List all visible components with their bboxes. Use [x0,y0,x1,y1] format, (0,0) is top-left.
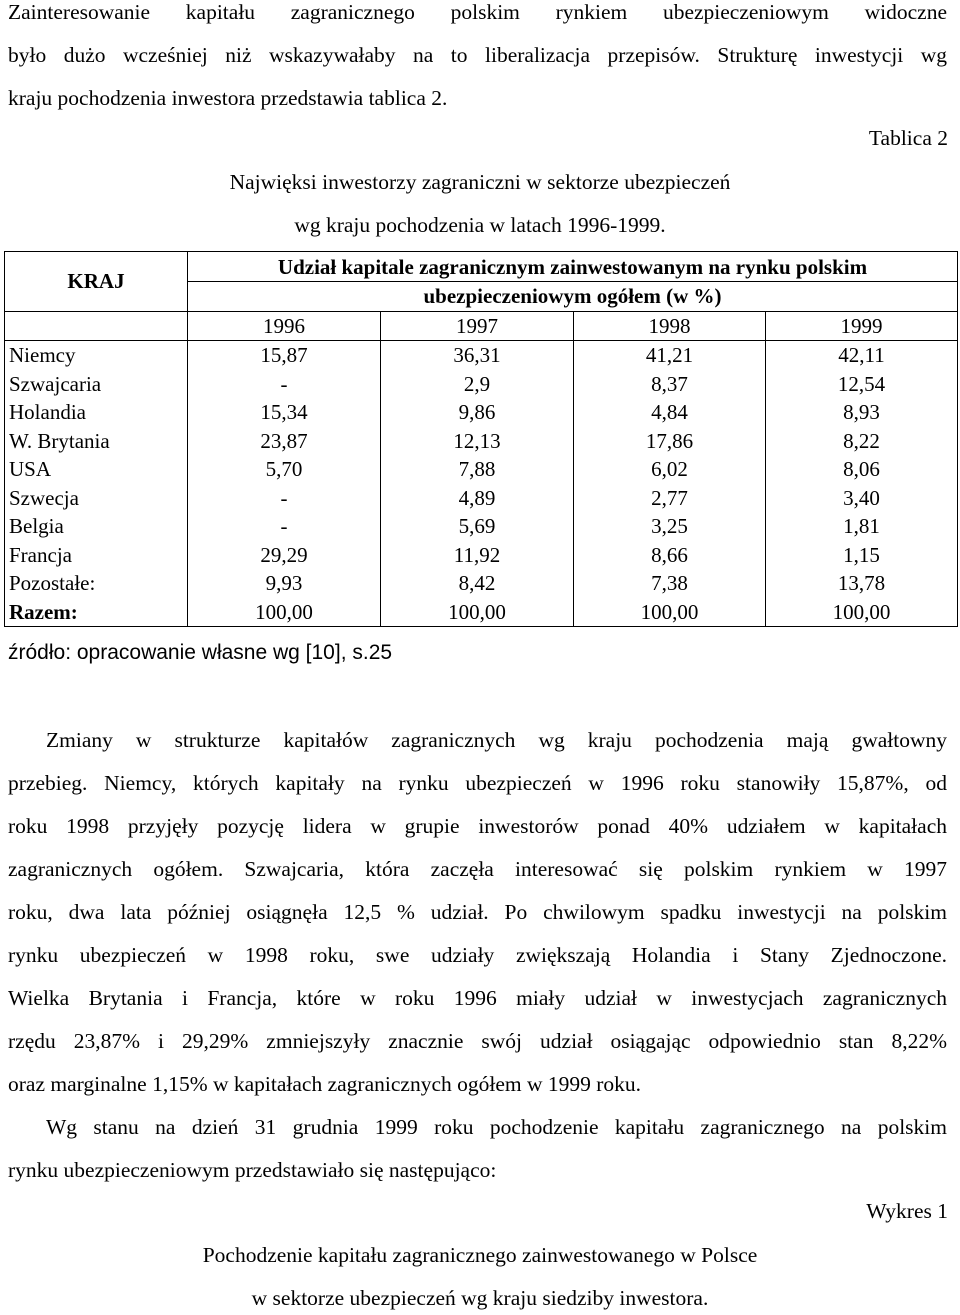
value-cell: 3,25 [574,512,766,541]
p2-line-9: oraz marginalne 1,15% w kapitałach zagranicznych ogółem w 1999 roku. [8,1072,642,1096]
p2-line-6: rynku ubezpieczeń w 1998 roku, swe udziały zwiększają Holandia i Stany Zjednoczone. [8,943,947,967]
value-cell: - [188,512,381,541]
value-cell: 2,77 [574,484,766,513]
value-cell: 9,93 [188,569,381,598]
value-cell: 4,89 [381,484,574,513]
country-cell: Razem: [5,598,188,627]
investors-table [4,251,958,627]
value-cell: 6,02 [574,455,766,484]
value-cell: 8,66 [574,541,766,570]
country-cell: USA [5,455,188,484]
p2-line-1: Zmiany w strukturze kapitałów zagranicznych wg kraju pochodzenia mają gwałtowny [46,728,947,752]
table-title-line-2: wg kraju pochodzenia w latach 1996-1999. [294,213,666,237]
table-row [5,455,958,484]
year-1998: 1998 [574,311,766,341]
p3-line-1: Wg stanu na dzień 31 grudnia 1999 roku pochodzenie kapitału zagranicznego na polskim [46,1115,947,1139]
year-1996: 1996 [188,311,381,341]
years-row [5,311,958,341]
value-cell: 15,34 [188,398,381,427]
value-cell: 5,69 [381,512,574,541]
country-cell: Francja [5,541,188,570]
year-1997: 1997 [381,311,574,341]
table-row [5,569,958,598]
table-row [5,541,958,570]
table-row [5,484,958,513]
chart-title-line-2: w sektorze ubezpieczeń wg kraju siedziby inwestora. [251,1286,709,1310]
table-header-row [5,252,958,282]
country-cell: Pozostałe: [5,569,188,598]
value-cell: 8,93 [766,398,958,427]
p2-line-2: przebieg. Niemcy, których kapitały na rynku ubezpieczeń w 1996 roku stanowiły 15,87%, od [8,771,947,795]
value-cell: 8,37 [574,370,766,399]
value-cell: 12,54 [766,370,958,399]
value-cell: 7,88 [381,455,574,484]
table-source: źródło: opracowanie własne wg [10], s.25 [8,641,393,664]
value-cell: - [188,484,381,513]
value-cell: 23,87 [188,427,381,456]
value-cell: 7,38 [574,569,766,598]
value-cell: 8,42 [381,569,574,598]
country-cell: Szwecja [5,484,188,513]
year-1999: 1999 [766,311,958,341]
value-cell: 11,92 [381,541,574,570]
value-cell: - [188,370,381,399]
value-cell: 4,84 [574,398,766,427]
value-cell: 100,00 [188,598,381,627]
value-cell: 100,00 [766,598,958,627]
value-cell: 100,00 [574,598,766,627]
value-cell: 42,11 [766,341,958,370]
value-cell: 5,70 [188,455,381,484]
share-header-line-1: Udział kapitale zagranicznym zainwestowanym na rynku polskim [188,252,958,282]
value-cell: 100,00 [381,598,574,627]
p2-line-4: zagranicznych ogółem. Szwajcaria, która zaczęła interesować się polskim rynkiem w 1997 [8,857,947,881]
value-cell: 2,9 [381,370,574,399]
country-cell: W. Brytania [5,427,188,456]
chart-title-line-1: Pochodzenie kapitału zagranicznego zainwestowanego w Polsce [202,1243,758,1267]
value-cell: 1,81 [766,512,958,541]
intro-line-1: Zainteresowanie kapitału zagranicznego polskim rynkiem ubezpieczeniowym widoczne [8,0,947,24]
value-cell: 9,86 [381,398,574,427]
p2-line-8: rzędu 23,87% i 29,29% zmniejszyły znacznie swój udział osiągając odpowiednio stan 8,22% [8,1029,947,1053]
p2-line-7: Wielka Brytania i Francja, które w roku 1996 miały udział w inwestycjach zagranicznych [8,986,947,1010]
table-title-line-1: Najwięksi inwestorzy zagraniczni w sektorze ubezpieczeń [229,170,731,194]
years-row-spacer [5,311,188,341]
p2-line-3: roku 1998 przyjęły pozycję lidera w grupie inwestorów ponad 40% udziałem w kapitałach [8,814,947,838]
table-row [5,427,958,456]
share-header-line-2: ubezpieczeniowym ogółem (w %) [188,282,958,312]
value-cell: 29,29 [188,541,381,570]
country-cell: Niemcy [5,341,188,370]
value-cell: 13,78 [766,569,958,598]
table-row [5,341,958,370]
p3-line-2: rynku ubezpieczeniowym przedstawiało się następująco: [8,1158,497,1182]
table-row [5,370,958,399]
country-cell: Szwajcaria [5,370,188,399]
chart-label: Wykres 1 [866,1199,948,1223]
value-cell: 41,21 [574,341,766,370]
value-cell: 8,22 [766,427,958,456]
intro-line-3: kraju pochodzenia inwestora przedstawia tablica 2. [8,86,448,110]
value-cell: 12,13 [381,427,574,456]
table-label: Tablica 2 [868,126,948,150]
country-header: KRAJ [5,252,188,312]
p2-line-5: roku, dwa lata później osiągnęła 12,5 % udział. Po chwilowym spadku inwestycji na polskim [8,900,947,924]
table-row [5,512,958,541]
table-row-total [5,598,958,627]
value-cell: 3,40 [766,484,958,513]
table-row [5,398,958,427]
value-cell: 17,86 [574,427,766,456]
value-cell: 8,06 [766,455,958,484]
value-cell: 1,15 [766,541,958,570]
country-cell: Holandia [5,398,188,427]
intro-line-2: było dużo wcześniej niż wskazywałaby na to liberalizacja przepisów. Strukturę inwestycji wg [8,43,947,67]
value-cell: 15,87 [188,341,381,370]
country-cell: Belgia [5,512,188,541]
value-cell: 36,31 [381,341,574,370]
